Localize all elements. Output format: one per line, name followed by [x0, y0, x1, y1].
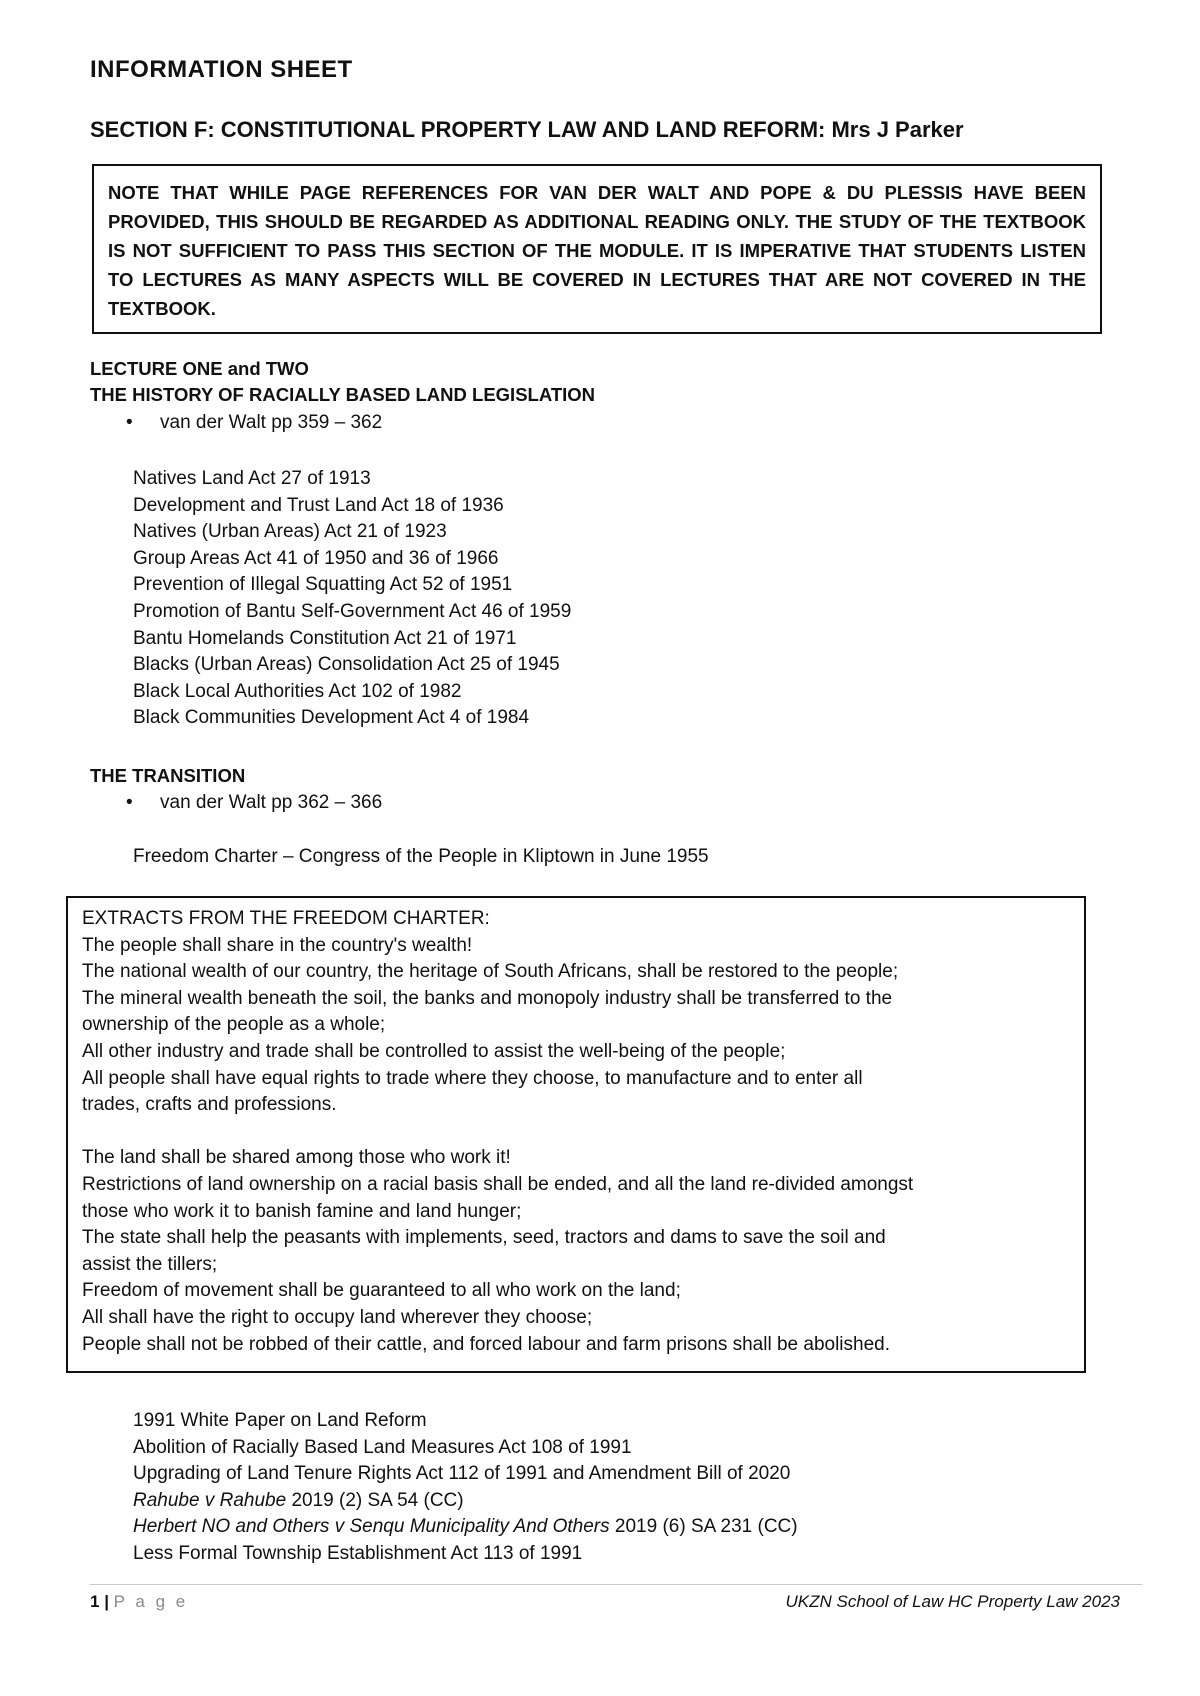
- lecture-reading-bullet: [126, 412, 382, 434]
- page-number: 1 | P a g e: [90, 1592, 189, 1611]
- list-item: Development and Trust Land Act 18 of 1936: [133, 494, 504, 516]
- list-item: Prevention of Illegal Squatting Act 52 of 1951: [133, 574, 513, 596]
- charter-line: The land shall be shared among those who work it!: [82, 1147, 511, 1169]
- lecture-label: LECTURE ONE and TWO: [90, 358, 309, 379]
- legislation-list: [133, 466, 571, 732]
- bullet-icon: •: [126, 412, 133, 433]
- list-item: Group Areas Act 41 of 1950 and 36 of 1966: [133, 547, 499, 569]
- note-box: [92, 164, 1102, 334]
- transition-reading-bullet: [126, 792, 382, 814]
- case-reference: 2019 (2) SA 54 (CC): [286, 1489, 464, 1511]
- charter-line: All shall have the right to occupy land wherever they choose;: [82, 1306, 593, 1328]
- footer-course-label: UKZN School of Law HC Property Law 2023: [785, 1592, 1120, 1611]
- charter-line: Freedom of movement shall be guaranteed to all who work on the land;: [82, 1280, 681, 1302]
- case-name: Herbert NO and Others v Senqu Municipality And Others: [133, 1516, 610, 1538]
- freedom-charter-extracts-box: [66, 896, 1086, 1373]
- list-item: Upgrading of Land Tenure Rights Act 112 of 1991 and Amendment Bill of 2020: [133, 1463, 791, 1485]
- charter-line: those who work it to banish famine and land hunger;: [82, 1200, 522, 1222]
- case-citation: [133, 1514, 798, 1541]
- freedom-charter-line: Freedom Charter – Congress of the People in Kliptown in June 1955: [133, 846, 709, 867]
- page-title: INFORMATION SHEET: [90, 56, 353, 83]
- list-item: Abolition of Racially Based Land Measures Act 108 of 1991: [133, 1436, 632, 1458]
- list-item: Black Local Authorities Act 102 of 1982: [133, 680, 462, 702]
- list-item: Bantu Homelands Constitution Act 21 of 1971: [133, 627, 517, 649]
- list-item: Less Formal Township Establishment Act 113 of 1991: [133, 1542, 583, 1564]
- case-reference: 2019 (6) SA 231 (CC): [609, 1516, 798, 1538]
- transition-reading-text: van der Walt pp 362 – 366: [160, 792, 383, 813]
- case-citation: [133, 1488, 798, 1515]
- list-item: 1991 White Paper on Land Reform: [133, 1410, 427, 1431]
- charter-line: Restrictions of land ownership on a racial basis shall be ended, and all the land re-divided amongst: [82, 1173, 914, 1195]
- charter-line: All people shall have equal rights to trade where they choose, to manufacture and to enter all: [82, 1067, 863, 1089]
- lecture-reading-text: van der Walt pp 359 – 362: [160, 412, 383, 433]
- list-item: Promotion of Bantu Self-Government Act 46 of 1959: [133, 600, 572, 622]
- charter-line: assist the tillers;: [82, 1253, 218, 1275]
- charter-line: ownership of the people as a whole;: [82, 1014, 386, 1036]
- charter-line: trades, crafts and professions.: [82, 1094, 337, 1116]
- lecture-heading: THE HISTORY OF RACIALLY BASED LAND LEGISLATION: [90, 384, 596, 405]
- list-item: Blacks (Urban Areas) Consolidation Act 25 of 1945: [133, 654, 560, 676]
- charter-line: All other industry and trade shall be controlled to assist the well-being of the people;: [82, 1040, 786, 1062]
- footer-divider: [90, 1584, 1142, 1585]
- charter-line: People shall not be robbed of their cattle, and forced labour and farm prisons shall be abolished.: [82, 1333, 891, 1355]
- charter-line: The people shall share in the country's wealth!: [82, 934, 473, 956]
- transition-heading: THE TRANSITION: [90, 765, 246, 786]
- note-text: NOTE THAT WHILE PAGE REFERENCES FOR VAN DER WALT AND POPE & DU PLESSIS HAVE BEEN PROVIDED, THIS SHOULD BE REGARDED AS ADDITIONAL READING ONLY. THE STUDY OF THE TEXTBOOK IS NOT SUFFICIENT TO PASS THIS SECTION OF THE MODULE. IT IS IMPERATIVE THAT STUDENTS LISTEN TO LECTURES AS MANY ASPECTS WILL BE COVERED IN LECTURES THAT ARE NOT COVERED IN THE TEXTBOOK.: [108, 182, 1086, 319]
- charter-heading: EXTRACTS FROM THE FREEDOM CHARTER:: [82, 908, 490, 929]
- case-name: Rahube v Rahube: [133, 1489, 287, 1511]
- list-item: Natives Land Act 27 of 1913: [133, 468, 371, 489]
- reform-legislation-list: [133, 1408, 798, 1568]
- charter-line: The national wealth of our country, the heritage of South Africans, shall be restored to the people;: [82, 961, 899, 983]
- list-item: Black Communities Development Act 4 of 1984: [133, 707, 530, 729]
- bullet-icon: •: [126, 792, 133, 813]
- list-item: Natives (Urban Areas) Act 21 of 1923: [133, 521, 447, 543]
- charter-line: The state shall help the peasants with implements, seed, tractors and dams to save the soil and: [82, 1227, 886, 1249]
- section-heading: SECTION F: CONSTITUTIONAL PROPERTY LAW AND LAND REFORM: Mrs J Parker: [90, 117, 964, 142]
- charter-line: The mineral wealth beneath the soil, the banks and monopoly industry shall be transferred to the: [82, 987, 893, 1009]
